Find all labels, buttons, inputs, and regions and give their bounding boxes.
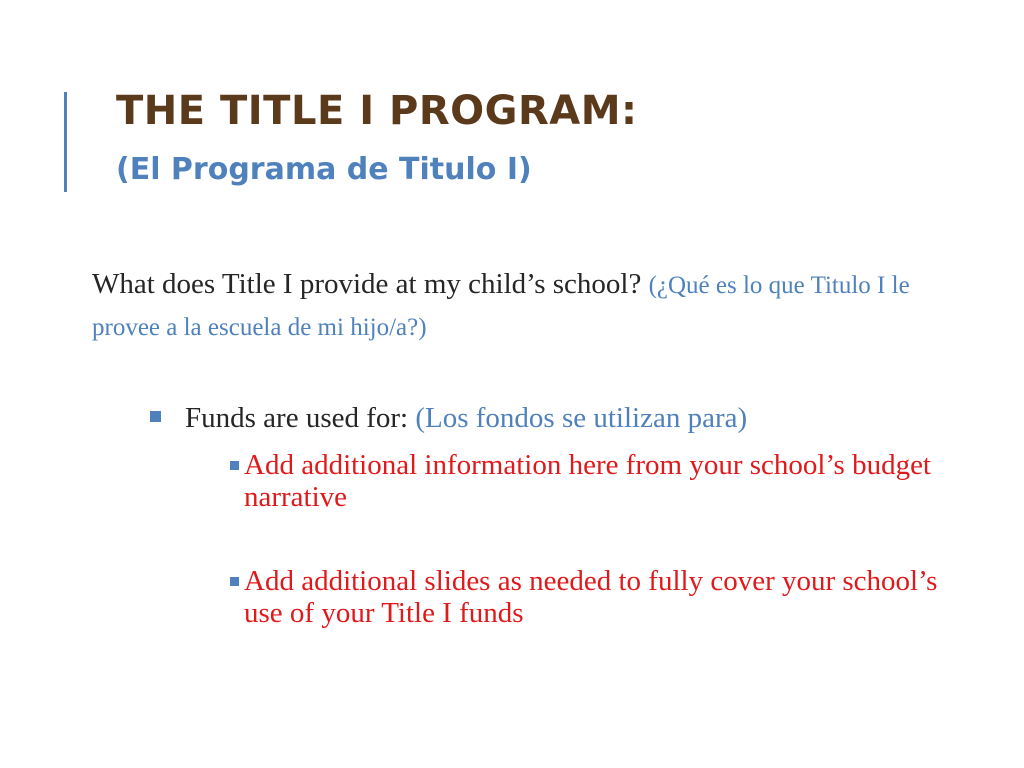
sub-bullet-text: Add additional information here from your school’s budget narrative	[244, 449, 931, 513]
question-spanish: (¿Qué es lo que Titulo I le provee a la escuela de mi hijo/a?)	[92, 272, 910, 341]
square-bullet-icon	[230, 461, 239, 470]
square-bullet-icon	[230, 577, 239, 586]
bullet-funds-used-for	[150, 400, 950, 436]
slide-title: THE TITLE I PROGRAM:	[116, 88, 638, 134]
question-english: What does Title I provide at my child’s school?	[92, 268, 642, 300]
bullet-funds-english: Funds are used for:	[185, 402, 409, 434]
square-bullet-icon	[150, 411, 161, 422]
title-accent-bar	[64, 92, 67, 192]
sub-bullet-text: Add additional slides as needed to fully cover your school’s use of your Title I funds	[244, 565, 938, 629]
sub-bullet-budget-narrative	[230, 449, 950, 513]
question-paragraph	[92, 264, 952, 348]
slide-subtitle: (El Programa de Titulo I)	[116, 152, 532, 187]
bullet-funds-spanish: (Los fondos se utilizan para)	[415, 402, 748, 434]
sub-bullet-additional-slides	[230, 565, 950, 629]
